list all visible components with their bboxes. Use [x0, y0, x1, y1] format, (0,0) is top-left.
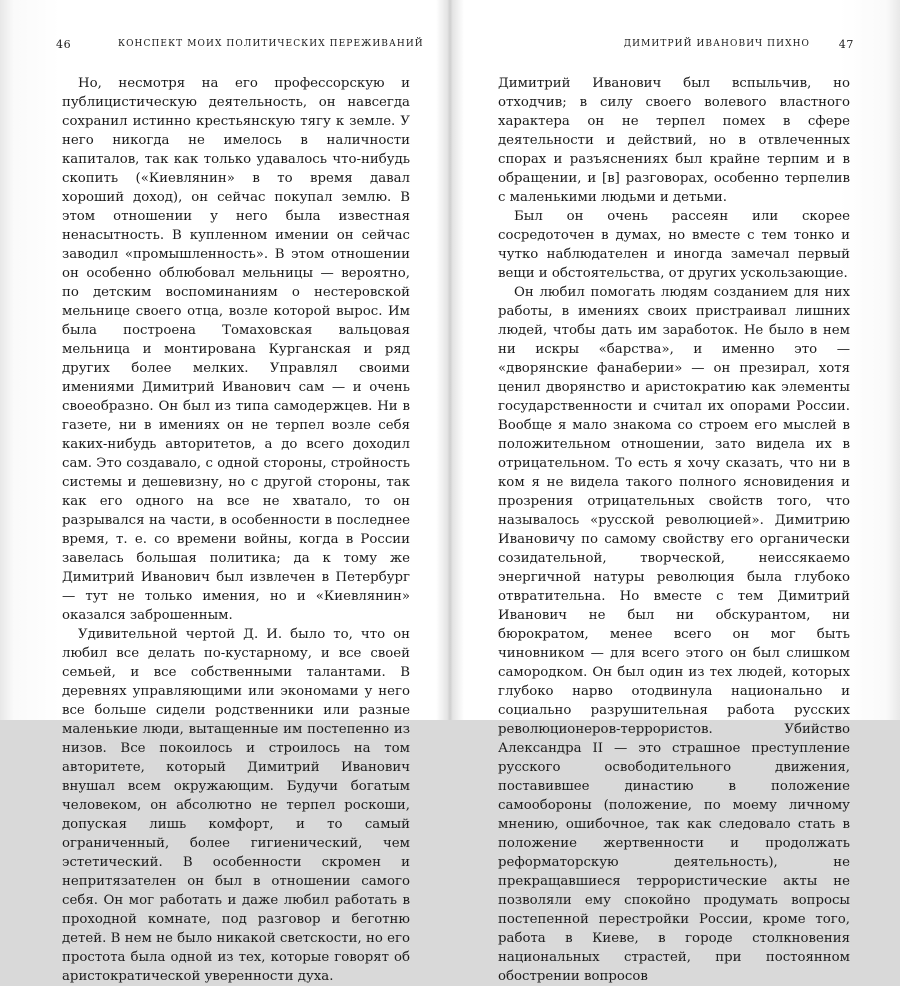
page-number: 47 — [838, 38, 854, 51]
right-page — [450, 0, 900, 984]
paragraph: Димитрий Иванович был вспыльчив, но отходчив; в силу своего волевого властного характера он не терпел помех в сфере деятельности и действий, но в отвлеченных спорах и разъяснениях был крайне терпим и в обращении, и [в] разговорах, особенно терпелив с маленькими людьми и детьми. — [498, 76, 850, 205]
running-head: КОНСПЕКТ МОИХ ПОЛИТИЧЕСКИХ ПЕРЕЖИВАНИЙ — [118, 39, 424, 49]
page-number: 46 — [56, 38, 72, 51]
right-page-header — [490, 38, 854, 52]
paragraph: Удивительной чертой Д. И. было то, что он любил все делать по-кустарному, и все своей семьей, и все собственными талантами. В деревнях управляющими или экономами у него все больше сидели родственники или разные маленькие люди, вытащенные им постепенно из низов. Все покоилось и строилось на том авторитете, который Димитрий Иванович внушал всем окружающим. Будучи богатым человеком, он абсолютно не терпел роскоши, допуская лишь комфорт, и то самый ограниченный, более гигиенический, чем эстетический. В особенности скромен и непритязателен он был в отношении самого себя. Он мог работать и даже любил работать в проходной комнате, под разговор и беготню детей. В нем не было никакой светскости, но его простота была одной из тех, которые говорят об аристократической уверенности духа. — [62, 627, 410, 984]
paragraph: Но, несмотря на его профессорскую и публицистическую деятельность, он навсегда сохранил истинно крестьянскую тягу к земле. У него никогда не имелось в наличности капиталов, так как только удавалось что-нибудь скопить («Киевлянин» в то время давал хороший доход), он сейчас покупал землю. В этом отношении у него была известная ненасытность. В купленном имении он сейчас заводил «промышленность». В этом отношении он особенно облюбовал мельницы — вероятно, по детским воспоминаниям о нестеровской мельнице своего отца, возле которой вырос. Им была построена Томаховская вальцовая мельница и монтирована Курганская и ряд других более мелких. Управлял своими имениями Димитрий Иванович сам — и очень своеобразно. Он был из типа самодержцев. Ни в газете, ни в имениях он не терпел возле себя каких-нибудь авторитетов, а до всего доходил сам. Это создавало, с одной стороны, стройность системы и дешевизну, но с другой стороны, так как его одного на все не хватало, то он разрывался на части, в особенности в последнее время, т. е. со времени войны, когда в России завелась большая политика; да к тому же Димитрий Иванович был извлечен в Петербург — тут не только имения, но и «Киевлянин» оказался заброшенным. — [62, 76, 410, 623]
left-page-header — [56, 38, 424, 52]
paragraph: Он любил помогать людям созданием для них работы, в имениях своих пристраивал лишних людей, чтобы дать им заработок. Не было в нем ни искры «барства», и именно это — «дворянские фанаберии» — он презирал, хотя ценил дворянство и аристократию как элементы государственности и считал их опорами России. Вообще я мало знакома со строем его мыслей в положительном отношении, зато видела их в отрицательном. То есть я хочу сказать, что ни в ком я не видела такого полного ясновидения и прозрения отрицательных свойств того, что называлось «русской революцией». Димитрию Ивановичу по самому свойству его органически созидательной, творческой, неиссякаемо энергичной натуры революция была глубоко отвратительна. Но вместе с тем Димитрий Иванович не был ни обскурантом, ни бюрократом, менее всего он мог быть чиновником — для всего этого он был слишком самородком. Он был один из тех людей, которых глубоко нарво отодвинула национально и социально разрушительная работа русских революционеров-террористов. Убийство Александра II — это страшное преступление русского освободительного движения, поставившее династию в положение самообороны (положение, по моему личному мнению, ошибочное, так как следовало стать в положение жертвенности и продолжать реформаторскую деятельность), не прекращавшиеся террористические акты не позволяли ему спокойно продумать вопросы постепенной перестройки России, кроме того, работа в Киеве, в городе столкновения национальных страстей, при постоянном обострении вопросов — [498, 285, 850, 984]
right-page-body — [498, 74, 850, 986]
paragraph: Был он очень рассеян или скорее сосредоточен в думах, но вместе с тем тонко и чутко наблюдателен и иногда замечал первый вещи и обстоятельства, от других ускользающие. — [498, 209, 850, 281]
left-page — [0, 0, 450, 984]
left-page-body — [62, 74, 410, 986]
running-head: ДИМИТРИЙ ИВАНОВИЧ ПИХНО — [623, 39, 810, 49]
